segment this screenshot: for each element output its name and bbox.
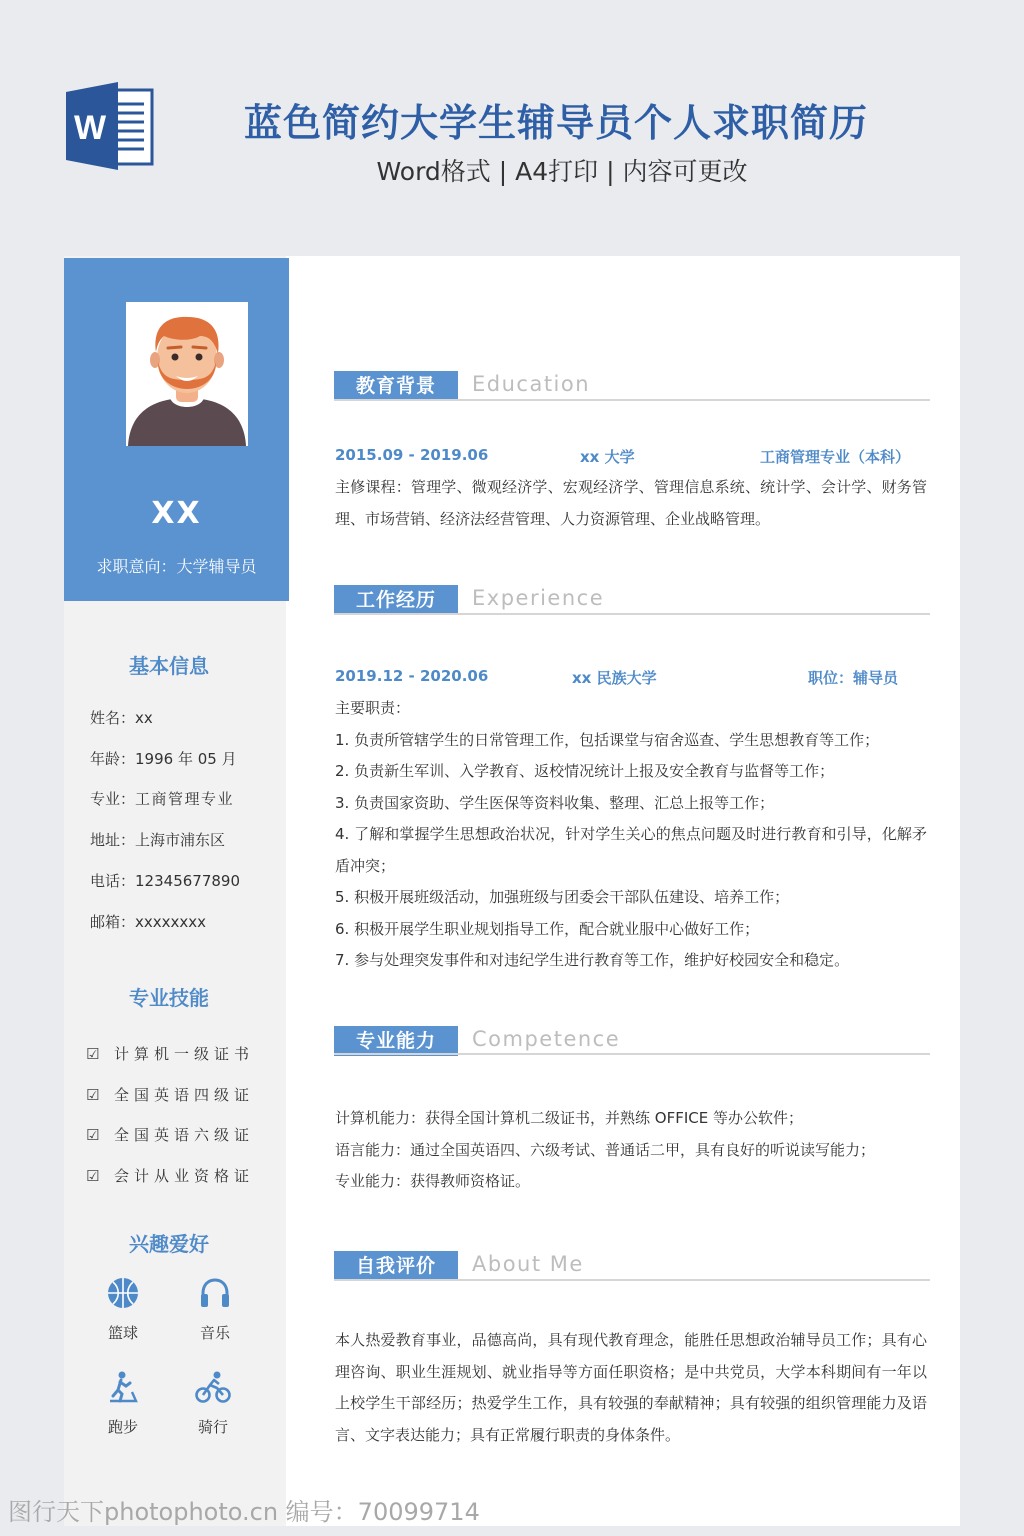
skills-heading: 专业技能	[129, 986, 209, 1010]
page-title: 蓝色简约大学生辅导员个人求职简历	[243, 101, 868, 145]
education-courses: 主修课程：管理学、微观经济学、宏观经济学、管理信息系统、统计学、会计学、财务管理、市场营销、经济法经营管理、人力资源管理、企业战略管理。	[335, 478, 927, 528]
section-divider	[334, 1053, 930, 1055]
education-period: 2015.09 - 2019.06	[335, 446, 489, 464]
skill-label: 全国英语四级证	[114, 1086, 255, 1104]
info-row	[90, 911, 206, 932]
basic-info-heading: 基本信息	[129, 654, 209, 678]
skill-label: 计算机一级证书	[114, 1045, 255, 1063]
section-divider	[334, 613, 930, 615]
info-label: 专业：	[90, 790, 136, 808]
competence-section-subtitle: Competence	[472, 1027, 621, 1051]
duty-item: 7. 参与处理突发事件和对违纪学生进行教育等工作，维护好校园安全和稳定。	[335, 951, 850, 969]
info-label: 年龄：	[90, 750, 136, 768]
info-value: xxxxxxxx	[135, 913, 207, 931]
info-value: 上海市浦东区	[135, 831, 226, 849]
education-section-subtitle: Education	[472, 372, 591, 396]
job-intent	[64, 554, 289, 577]
skill-item	[86, 1084, 254, 1105]
experience-section-subtitle: Experience	[472, 586, 605, 610]
job-intent-value: 大学辅导员	[176, 557, 257, 576]
education-school: xx 大学	[580, 448, 635, 466]
competence-item: 计算机能力：获得全国计算机二级证书，并熟练 OFFICE 等办公软件；	[335, 1109, 803, 1127]
checkbox-icon: ☑	[86, 1045, 100, 1063]
about-section-subtitle: About Me	[472, 1252, 584, 1276]
skill-label: 会计从业资格证	[114, 1167, 255, 1185]
duties-intro: 主要职责：	[335, 699, 411, 717]
info-label: 姓名：	[90, 709, 136, 727]
section-divider	[334, 399, 930, 401]
experience-position: 职位：辅导员	[808, 669, 899, 687]
checkbox-icon: ☑	[86, 1126, 100, 1144]
info-row	[90, 870, 240, 891]
duty-item: 3. 负责国家资助、学生医保等资料收集、整理、汇总上报等工作；	[335, 793, 775, 812]
hobby-item	[180, 1276, 250, 1343]
info-row	[90, 707, 153, 728]
duty-item: 5. 积极开展班级活动，加强班级与团委会干部队伍建设、培养工作；	[335, 888, 790, 906]
hobby-label: 跑步	[107, 1418, 138, 1436]
info-value: 12345677890	[135, 872, 240, 890]
skill-item	[86, 1043, 254, 1064]
info-row	[90, 748, 237, 769]
hobby-item	[88, 1370, 158, 1437]
section-divider	[334, 1279, 930, 1281]
experience-duties	[335, 693, 927, 977]
logo-letter: W	[73, 109, 107, 147]
hobbies-heading: 兴趣爱好	[129, 1232, 209, 1256]
competence-item: 专业能力：获得教师资格证。	[335, 1172, 531, 1190]
about-text: 本人热爱教育事业，品德高尚，具有现代教育理念，能胜任思想政治辅导员工作；具有心理咨询、职业生涯规划、就业指导等方面任职资格；是中共党员，大学本科期间有一年以上校学生干部经历；热爱学生工作，具有较强的奉献精神；具有较强的组织管理能力及语言、文字表达能力；具有正常履行职责的身体条件。	[335, 1331, 927, 1444]
info-label: 邮箱：	[90, 913, 136, 931]
hobby-label: 音乐	[199, 1324, 230, 1342]
experience-section-title: 工作经历	[334, 585, 458, 615]
skill-label: 全国英语六级证	[114, 1126, 255, 1144]
competence-section-title: 专业能力	[334, 1026, 458, 1056]
checkbox-icon: ☑	[86, 1167, 100, 1185]
duty-item: 6. 积极开展学生职业规划指导工作，配合就业服中心做好工作；	[335, 919, 760, 938]
job-intent-label: 求职意向：	[96, 557, 177, 576]
avatar	[126, 302, 248, 446]
info-value: xx	[135, 709, 153, 727]
info-row	[90, 829, 225, 850]
experience-org: xx 民族大学	[572, 669, 657, 687]
cycling-icon	[195, 1370, 231, 1404]
watermark: 图行天下photophoto.cn 编号：70099714	[8, 1498, 480, 1526]
hobby-label: 篮球	[107, 1324, 138, 1342]
duty-item: 2. 负责新生军训、入学教育、返校情况统计上报及安全教育与监督等工作；	[335, 762, 835, 780]
hobby-item	[88, 1276, 158, 1343]
basketball-icon	[106, 1276, 140, 1310]
headphones-icon	[198, 1276, 232, 1310]
info-value: 工商管理专业	[135, 790, 235, 808]
competence-list	[335, 1103, 927, 1198]
skill-item	[86, 1165, 254, 1186]
info-label: 电话：	[90, 872, 136, 890]
hobby-item	[178, 1370, 248, 1437]
hobby-label: 骑行	[197, 1418, 228, 1436]
treadmill-icon	[106, 1370, 140, 1404]
profile-name: XX	[151, 496, 202, 531]
experience-period: 2019.12 - 2020.06	[335, 667, 489, 685]
page-subtitle: Word格式 | A4打印 | 内容可更改	[376, 157, 748, 186]
info-value: 1996 年 05 月	[135, 750, 237, 768]
checkbox-icon: ☑	[86, 1086, 100, 1104]
education-section-title: 教育背景	[334, 371, 458, 401]
info-row	[90, 788, 234, 809]
education-major: 工商管理专业（本科）	[760, 448, 911, 466]
duty-item: 1. 负责所管辖学生的日常管理工作，包括课堂与宿舍巡查、学生思想教育等工作；	[335, 730, 880, 749]
competence-item: 语言能力：通过全国英语四、六级考试、普通话二甲，具有良好的听说读写能力；	[335, 1140, 876, 1159]
skill-item	[86, 1124, 254, 1145]
about-section-title: 自我评价	[334, 1251, 458, 1281]
duty-item: 4. 了解和掌握学生思想政治状况，针对学生关心的焦点问题及时进行教育和引导，化解矛盾冲突；	[335, 825, 927, 875]
info-label: 地址：	[90, 831, 136, 849]
